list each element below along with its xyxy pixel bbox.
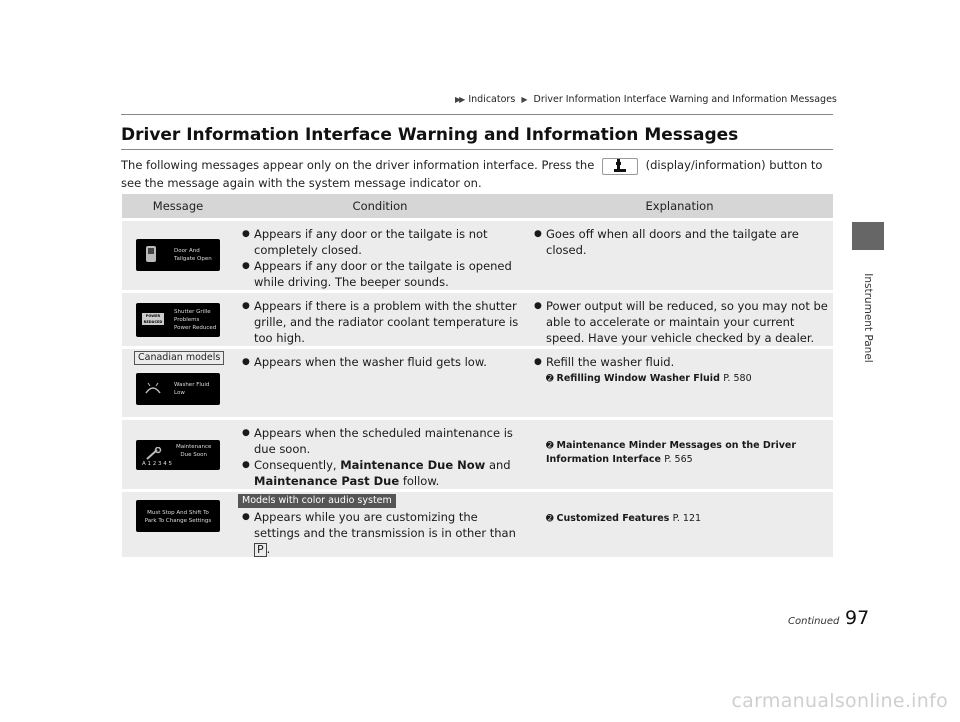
condition-cell bbox=[234, 492, 526, 557]
breadcrumb-separator-icon: ▶ bbox=[521, 95, 528, 104]
screen-line: Maintenance bbox=[176, 444, 212, 450]
header-condition: Condition bbox=[234, 194, 526, 218]
section-tab bbox=[852, 222, 884, 250]
maintenance-past-due: Maintenance Past Due bbox=[254, 474, 400, 488]
condition-bullet: ● Appears if any door or the tailgate is not completely closed. bbox=[242, 226, 526, 258]
reference-page: P. 121 bbox=[672, 513, 702, 524]
reference-title: Maintenance Minder Messages on the Driver Information Interface bbox=[546, 440, 797, 465]
screen-line: Due Soon bbox=[180, 452, 207, 458]
reference-arrow-icon: ➋ bbox=[546, 441, 554, 451]
explanation-cell bbox=[526, 492, 833, 557]
washer-fluid-icon bbox=[144, 381, 162, 395]
maintenance-screen-image bbox=[136, 440, 220, 470]
condition-bullet: ● Appears if any door or the tailgate is opened while driving. The beeper sounds. bbox=[242, 258, 526, 290]
color-audio-tag: Models with color audio system bbox=[238, 494, 396, 508]
condition-cell bbox=[234, 221, 526, 290]
message-cell bbox=[122, 492, 234, 557]
washer-fluid-screen-image bbox=[136, 373, 220, 405]
door-open-icon bbox=[144, 245, 158, 265]
reference-link[interactable] bbox=[534, 371, 833, 387]
screen-line: Shutter Grille bbox=[174, 309, 211, 315]
reference-arrow-icon: ➋ bbox=[546, 514, 554, 524]
screen-line: Park To Change Settings bbox=[144, 518, 212, 524]
condition-bullet: ● Consequently, Maintenance Due Now and Maintenance Past Due follow. bbox=[242, 457, 526, 489]
screen-line: Washer Fluid bbox=[174, 382, 210, 388]
breadcrumb bbox=[455, 94, 837, 105]
title-rule bbox=[121, 149, 833, 150]
screen-line: Door And bbox=[174, 248, 200, 254]
reference-link[interactable] bbox=[534, 511, 833, 527]
header-rule bbox=[121, 114, 833, 115]
display-info-button-icon bbox=[602, 158, 638, 175]
intro-text bbox=[121, 157, 833, 192]
intro-after: (display/information) button to see the message again with the system message indicator on. bbox=[121, 158, 823, 190]
page-number: 97 bbox=[845, 607, 870, 629]
reference-title: Refilling Window Washer Fluid bbox=[556, 373, 720, 384]
power-reduced-icon: POWER REDUCED bbox=[143, 314, 163, 324]
explanation-cell bbox=[526, 221, 833, 290]
reference-page: P. 565 bbox=[664, 454, 693, 465]
header-explanation: Explanation bbox=[526, 194, 833, 218]
explanation-cell bbox=[526, 349, 833, 417]
table-header-row bbox=[122, 194, 833, 218]
message-cell bbox=[122, 420, 234, 489]
explanation-cell bbox=[526, 420, 833, 489]
table-row bbox=[122, 349, 833, 417]
wrench-icon bbox=[144, 447, 162, 461]
explanation-cell bbox=[526, 293, 833, 346]
condition-bullet: ● Appears when the washer fluid gets low. bbox=[242, 354, 526, 370]
reference-page: P. 580 bbox=[723, 373, 752, 384]
table-row bbox=[122, 293, 833, 346]
screen-line: Must Stop And Shift To bbox=[147, 510, 209, 516]
screen-line: A 1 2 3 4 5 bbox=[142, 461, 173, 467]
breadcrumb-part2[interactable]: Driver Information Interface Warning and Information Messages bbox=[533, 94, 837, 105]
page-title: Driver Information Interface Warning and Information Messages bbox=[121, 125, 739, 145]
condition-bullet: ● Appears while you are customizing the settings and the transmission is in other than P . bbox=[242, 509, 526, 557]
park-key-icon: P bbox=[254, 543, 267, 557]
canadian-models-tag: Canadian models bbox=[134, 351, 224, 365]
reference-title: Customized Features bbox=[556, 513, 670, 524]
table-row bbox=[122, 492, 833, 557]
condition-cell bbox=[234, 349, 526, 417]
breadcrumb-part1[interactable]: Indicators bbox=[468, 94, 516, 105]
screen-line: Power Reduced bbox=[174, 325, 217, 331]
maintenance-due-now: Maintenance Due Now bbox=[340, 458, 486, 472]
condition-cell bbox=[234, 420, 526, 489]
header-message: Message bbox=[122, 194, 234, 218]
table-row bbox=[122, 221, 833, 290]
condition-bullet: ● Appears if there is a problem with the shutter grille, and the radiator coolant temperature is too high. bbox=[242, 298, 526, 346]
messages-table bbox=[122, 191, 833, 560]
reference-link[interactable] bbox=[534, 439, 833, 466]
table-row bbox=[122, 420, 833, 489]
intro-before: The following messages appear only on the driver information interface. Press the bbox=[121, 158, 595, 172]
door-screen-image bbox=[136, 239, 220, 271]
screen-line: Low bbox=[174, 390, 185, 396]
message-cell bbox=[122, 349, 234, 417]
must-stop-screen-image bbox=[136, 500, 220, 532]
screen-line: Tailgate Open bbox=[174, 256, 212, 262]
explanation-bullet: ● Power output will be reduced, so you may not be able to accelerate or maintain your current speed. Have your vehicle checked by a dealer. bbox=[534, 298, 833, 346]
condition-bullet: ● Appears when the scheduled maintenance is due soon. bbox=[242, 425, 526, 457]
message-cell bbox=[122, 221, 234, 290]
side-label: Instrument Panel bbox=[862, 273, 874, 363]
screen-line: Problems bbox=[174, 317, 200, 323]
explanation-bullet: ● Goes off when all doors and the tailgate are closed. bbox=[534, 226, 833, 258]
watermark: carmanualsonline.info bbox=[731, 690, 948, 712]
explanation-bullet: ● Refill the washer fluid. bbox=[534, 354, 833, 370]
breadcrumb-arrow-icon: ▶▶ bbox=[455, 95, 464, 104]
shutter-grille-screen-image bbox=[136, 303, 220, 337]
condition-cell bbox=[234, 293, 526, 346]
message-cell bbox=[122, 293, 234, 346]
reference-arrow-icon: ➋ bbox=[546, 374, 554, 384]
continued-text: Continued bbox=[788, 616, 840, 627]
